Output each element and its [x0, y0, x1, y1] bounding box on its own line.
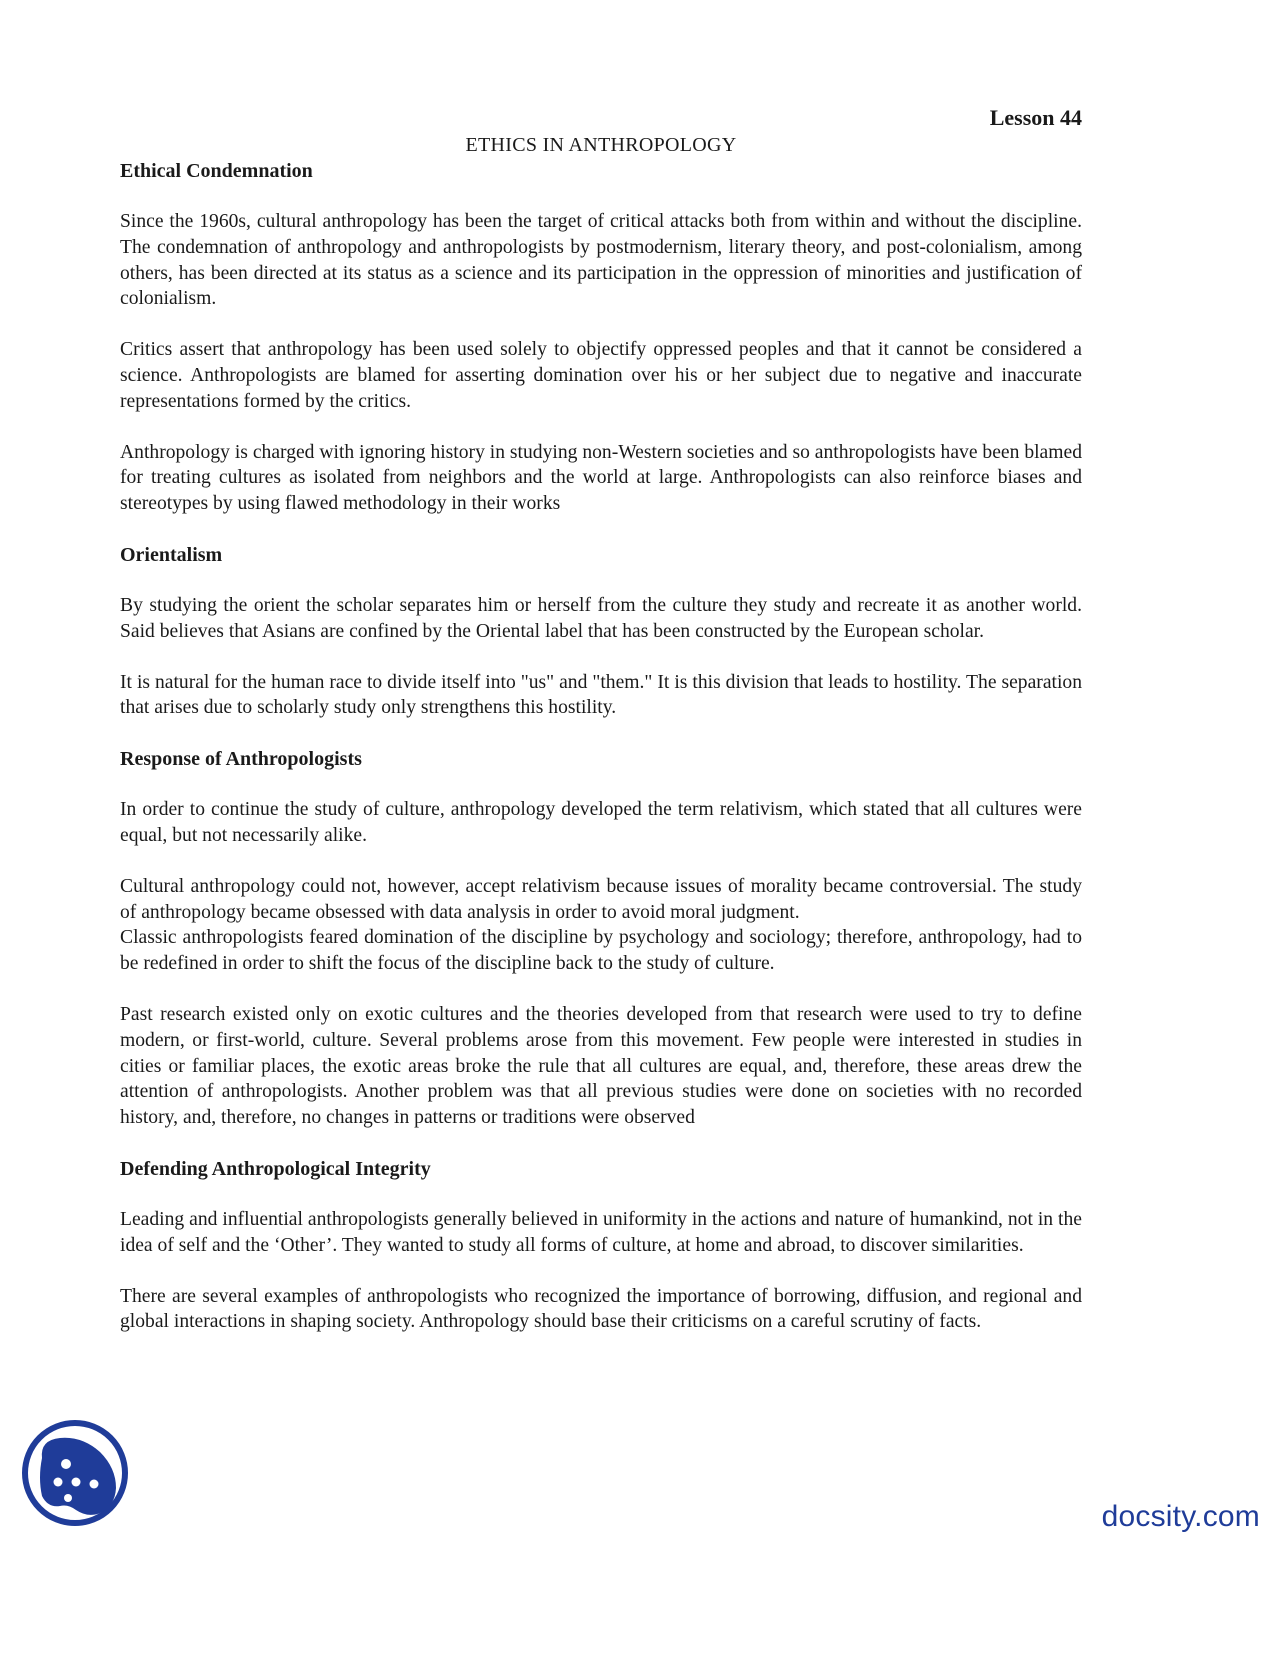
section-heading-ethical-condemnation: Ethical Condemnation [120, 160, 313, 182]
section-heading-defending-anthropological-integrity: Defending Anthropological Integrity [120, 1157, 431, 1180]
paragraph: Anthropology is charged with ignoring history in studying non-Western societies and so anthropologists have been blamed for treating cultures as isolated from neighbors and the world at large. Anthropologists can also reinforce biases and stereotypes by using flawed methodology in their works [120, 441, 1082, 515]
paragraph: Leading and influential anthropologists generally believed in uniformity in the actions and nature of humankind, not in the idea of self and the ‘Other’. They wanted to study all forms of culture, at home and abroad, to discover similarities. [120, 1208, 1082, 1256]
paragraph: Cultural anthropology could not, however, accept relativism because issues of morality became controversial. The study of anthropology became obsessed with data analysis in order to avoid moral judgment. [120, 875, 1082, 923]
document-page [120, 104, 1082, 1360]
paragraph: By studying the orient the scholar separates him or herself from the culture they study and recreate it as another world. Said believes that Asians are confined by the Oriental label that has been constructed by the European scholar. [120, 594, 1082, 642]
paragraph: Classic anthropologists feared domination of the discipline by psychology and sociology; therefore, anthropology, had to be redefined in order to shift the focus of the discipline back to the study of culture. [120, 927, 1082, 975]
paragraph: In order to continue the study of culture, anthropology developed the term relativism, which stated that all cultures were equal, but not necessarily alike. [120, 799, 1082, 846]
lesson-number: Lesson 44 [989, 105, 1082, 130]
docsity-logo-icon [20, 1418, 130, 1528]
section-heading-orientalism: Orientalism [120, 543, 223, 566]
page-title: ETHICS IN ANTHROPOLOGY [465, 134, 737, 156]
section-heading-response-of-anthropologists: Response of Anthropologists [120, 748, 362, 771]
paragraph: Past research existed only on exotic cultures and the theories developed from that research were used to try to define modern, or first-world, culture. Several problems arose from this movement. Few people were interested in studies in cities or familiar places, the exotic areas broke the rule that all cultures are equal, and, therefore, these areas drew the attention of anthropologists. Another problem was that all previous studies were done on societies with no recorded history, and, therefore, no changes in patterns or traditions were observed [120, 1003, 1082, 1129]
paragraph: Critics assert that anthropology has been used solely to objectify oppressed peoples and that it cannot be considered a science. Anthropologists are blamed for asserting domination over his or her subject due to negative and inaccurate representations formed by the critics. [120, 339, 1082, 412]
paragraph: Since the 1960s, cultural anthropology has been the target of critical attacks both from within and without the discipline. The condemnation of anthropology and anthropologists by postmodernism, literary theory, and post-colonialism, among others, has been directed at its status as a science and its participation in the oppression of minorities and justification of colonialism. [120, 211, 1082, 310]
paragraph: It is natural for the human race to divide itself into "us" and "them." It is this division that leads to hostility. The separation that arises due to scholarly study only strengthens this hostility. [120, 671, 1082, 719]
docsity-watermark[interactable]: docsity.com [1101, 1500, 1260, 1533]
paragraph: There are several examples of anthropologists who recognized the importance of borrowing, diffusion, and regional and global interactions in shaping society. Anthropology should base their criticisms on a careful scrutiny of facts. [120, 1285, 1082, 1333]
